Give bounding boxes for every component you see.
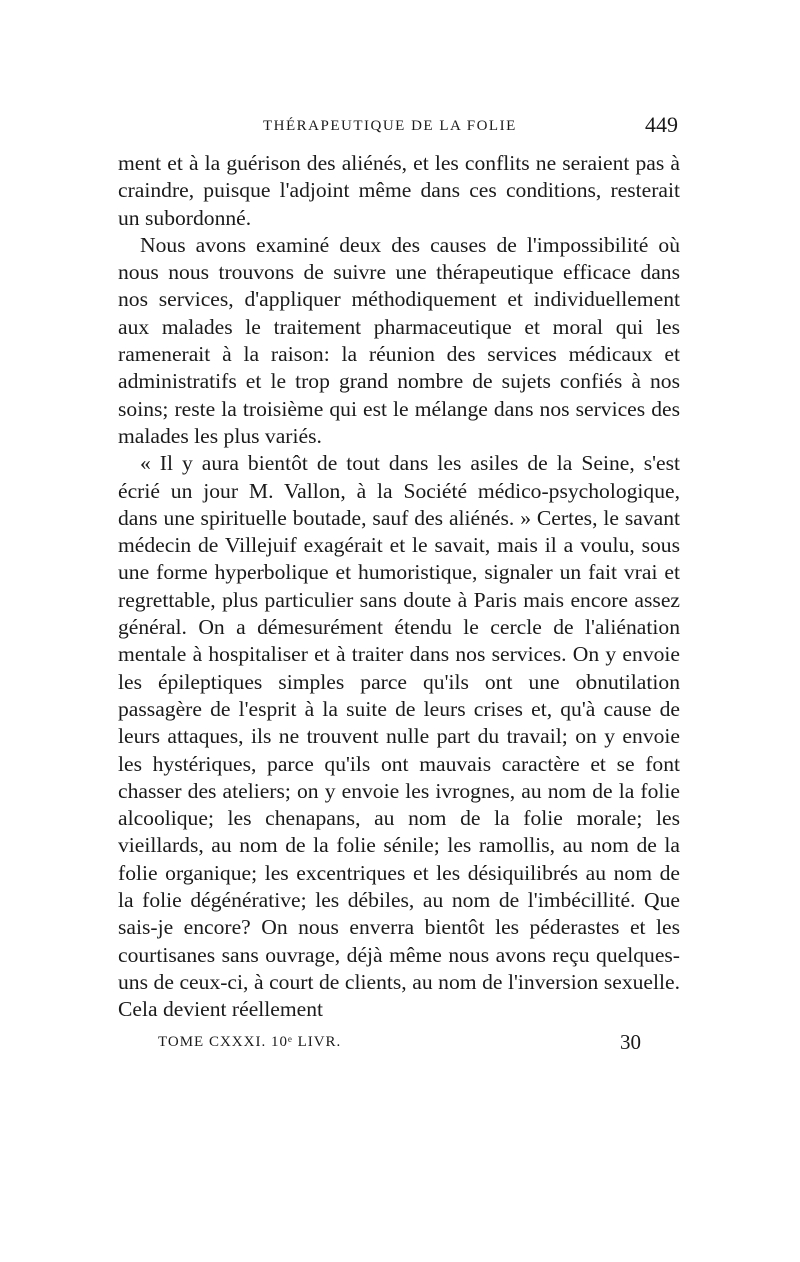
paragraph: « Il y aura bientôt de tout dans les asiles de la Seine, s'est écrié un jour M. Vallon, à la Société médico-psychologique, dans une spirituelle boutade, sauf des aliénés. » Certes, le savant médecin de Villejuif exagérait et le savait, mais il a voulu, sous une forme hyperbolique et humoristique, signaler un fait vrai et regrettable, plus particulier sans doute à Paris mais encore assez général. On a démesurément étendu le cercle de l'aliénation mentale à hospitaliser et à traiter dans nos services. On y envoie les épileptiques simples parce qu'ils ont une obnutilation passagère de l'esprit à la suite de leurs crises et, qu'à cause de leurs attaques, ils ne trouvent nulle part du travail; on y envoie les hystériques, parce qu'ils ont mauvais caractère et se font chasser des ateliers; on y envoie les ivrognes, au nom de la folie alcoolique; les chenapans, au nom de la folie morale; les vieillards, au nom de la folie sénile; les ramollis, au nom de la folie organique; les excentriques et les désiquilibrés au nom de la folie dégénérative; les débiles, au nom de l'imbécillité. Que sais-je encore? On nous enverra bientôt les péderastes et les courtisanes sans ouvrage, déjà même nous avons reçu quelques-uns de ceux-ci, à court de clients, au nom de l'inversion sexuelle. Cela devient réellement xyxy=(118,451,680,1022)
paragraph: Nous avons examiné deux des causes de l'impossibilité où nous nous trouvons de suivre une thérapeutique efficace dans nos services, d'appliquer méthodiquement et individuellement aux malades le traitement pharmaceutique et moral qui les ramenerait à la raison: la réunion des services médicaux et administratifs et le trop grand nombre de sujets confiés à nos soins; reste la troisième qui est le mélange dans nos services des malades les plus variés. xyxy=(118,232,680,448)
page-number: 449 xyxy=(645,112,678,137)
running-head xyxy=(118,112,680,142)
volume-signature: TOME CXXXI. 10ᵉ LIVR. xyxy=(158,1033,342,1050)
book-page xyxy=(118,112,680,1060)
sheet-number: 30 xyxy=(620,1029,641,1054)
running-title: THÉRAPEUTIQUE DE LA FOLIE xyxy=(263,118,517,134)
page-footer xyxy=(118,1030,680,1060)
paragraph-continued: ment et à la guérison des aliénés, et les conflits ne seraient pas à craindre, puisque l'adjoint même dans ces conditions, resterait un subordonné. xyxy=(118,151,680,230)
body-text xyxy=(118,150,680,1024)
